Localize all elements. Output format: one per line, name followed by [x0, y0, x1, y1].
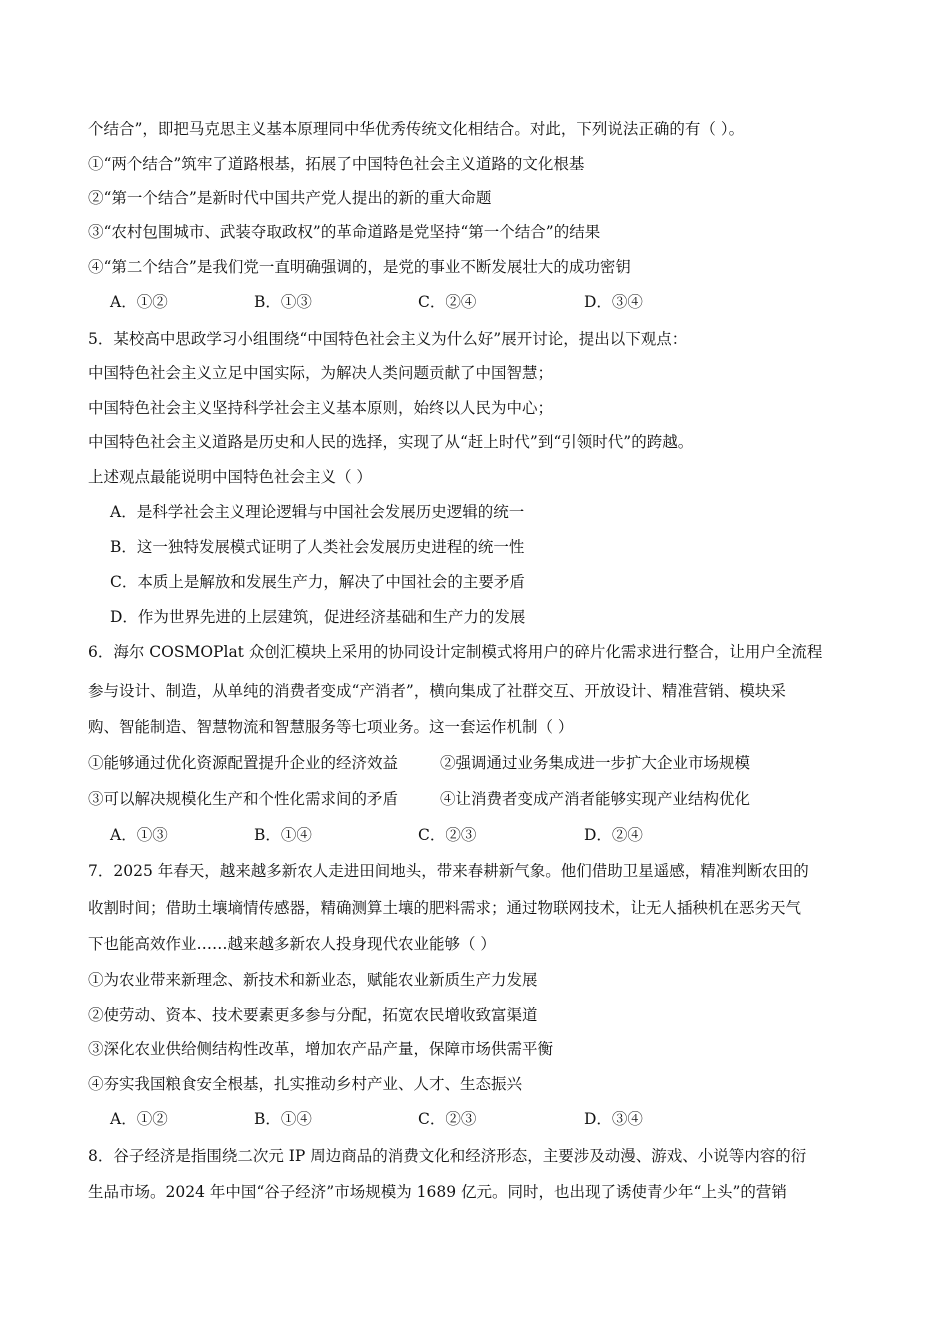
q7-statement-2: ②使劳动、资本、技术要素更多参与分配，拓宽农民增收致富渠道: [88, 1006, 538, 1024]
q8-stem-1: 8．谷子经济是指围绕二次元 IP 周边商品的消费文化和经济形态，主要涉及动漫、游戏、小说等内容的衍: [88, 1147, 807, 1165]
q7-statement-3: ③深化农业供给侧结构性改革，增加农产品产量，保障市场供需平衡: [88, 1040, 554, 1058]
q6-stem-3: 购、智能制造、智慧物流和智慧服务等七项业务。这一套运作机制（ ）: [88, 718, 574, 736]
q7-stem-1: 7．2025 年春天，越来越多新农人走进田间地头，带来春耕新气象。他们借助卫星遥感，精准判断农田的: [88, 862, 809, 880]
q7-option-d[interactable]: D．③④: [584, 1110, 643, 1128]
q6-option-a[interactable]: A．①③: [110, 826, 168, 844]
q7-option-b[interactable]: B．①④: [254, 1110, 312, 1128]
q5-stem-4: 中国特色社会主义道路是历史和人民的选择，实现了从“赶上时代”到“引领时代”的跨越。: [88, 433, 694, 451]
q7-statement-1: ①为农业带来新理念、新技术和新业态，赋能农业新质生产力发展: [88, 971, 538, 989]
q4-stem: 个结合”，即把马克思主义基本原理同中华优秀传统文化相结合。对此，下列说法正确的有（ ）。: [88, 120, 745, 138]
q7-stem-2: 收割时间；借助土壤墒情传感器，精确测算土壤的肥料需求；通过物联网技术，让无人插秧机在恶劣天气: [88, 899, 802, 917]
q4-option-d[interactable]: D．③④: [584, 293, 643, 311]
q6-statement-2: ②强调通过业务集成进一步扩大企业市场规模: [440, 754, 751, 772]
q4-statement-1: ①“两个结合”筑牢了道路根基，拓展了中国特色社会主义道路的文化根基: [88, 155, 585, 173]
q7-option-c[interactable]: C．②③: [418, 1110, 477, 1128]
q6-option-c[interactable]: C．②③: [418, 826, 477, 844]
q4-statement-4: ④“第二个结合”是我们党一直明确强调的，是党的事业不断发展壮大的成功密钥: [88, 258, 631, 276]
q4-statement-3: ③“农村包围城市、武装夺取政权”的革命道路是党坚持“第一个结合”的结果: [88, 223, 601, 241]
q6-option-b[interactable]: B．①④: [254, 826, 312, 844]
q5-option-d[interactable]: D．作为世界先进的上层建筑，促进经济基础和生产力的发展: [110, 608, 526, 626]
q7-stem-3: 下也能高效作业……越来越多新农人投身现代农业能够（ ）: [88, 935, 496, 953]
q5-stem-2: 中国特色社会主义立足中国实际，为解决人类问题贡献了中国智慧；: [88, 364, 554, 382]
q6-stem-2: 参与设计、制造，从单纯的消费者变成“产消者”，横向集成了社群交互、开放设计、精准营销、模块采: [88, 682, 786, 700]
q6-stem-1: 6．海尔 COSMOPlat 众创汇模块上采用的协同设计定制模式将用户的碎片化需求进行整合，让用户全流程: [88, 643, 823, 661]
q6-statement-4: ④让消费者变成产消者能够实现产业结构优化: [440, 790, 751, 808]
q6-statement-1: ①能够通过优化资源配置提升企业的经济效益: [88, 754, 399, 772]
q4-statement-2: ②“第一个结合”是新时代中国共产党人提出的新的重大命题: [88, 189, 492, 207]
q7-statement-4: ④夯实我国粮食安全根基，扎实推动乡村产业、人才、生态振兴: [88, 1075, 523, 1093]
q8-stem-2: 生品市场。2024 年中国“谷子经济”市场规模为 1689 亿元。同时，也出现了诱使青少年“上头”的营销: [88, 1183, 787, 1201]
q5-stem-1: 5．某校高中思政学习小组围绕“中国特色社会主义为什么好”展开讨论，提出以下观点：: [88, 330, 688, 348]
q5-option-b[interactable]: B．这一独特发展模式证明了人类社会发展历史进程的统一性: [110, 538, 525, 556]
q5-stem-3: 中国特色社会主义坚持科学社会主义基本原则，始终以人民为中心；: [88, 399, 554, 417]
q5-option-a[interactable]: A．是科学社会主义理论逻辑与中国社会发展历史逻辑的统一: [110, 503, 525, 521]
q4-option-a[interactable]: A．①②: [110, 293, 168, 311]
q7-option-a[interactable]: A．①②: [110, 1110, 168, 1128]
q4-option-b[interactable]: B．①③: [254, 293, 312, 311]
q5-stem-5: 上述观点最能说明中国特色社会主义（ ）: [88, 468, 372, 486]
q6-statement-3: ③可以解决规模化生产和个性化需求间的矛盾: [88, 790, 399, 808]
q4-option-c[interactable]: C．②④: [418, 293, 477, 311]
q5-option-c[interactable]: C．本质上是解放和发展生产力，解决了中国社会的主要矛盾: [110, 573, 525, 591]
q6-option-d[interactable]: D．②④: [584, 826, 643, 844]
